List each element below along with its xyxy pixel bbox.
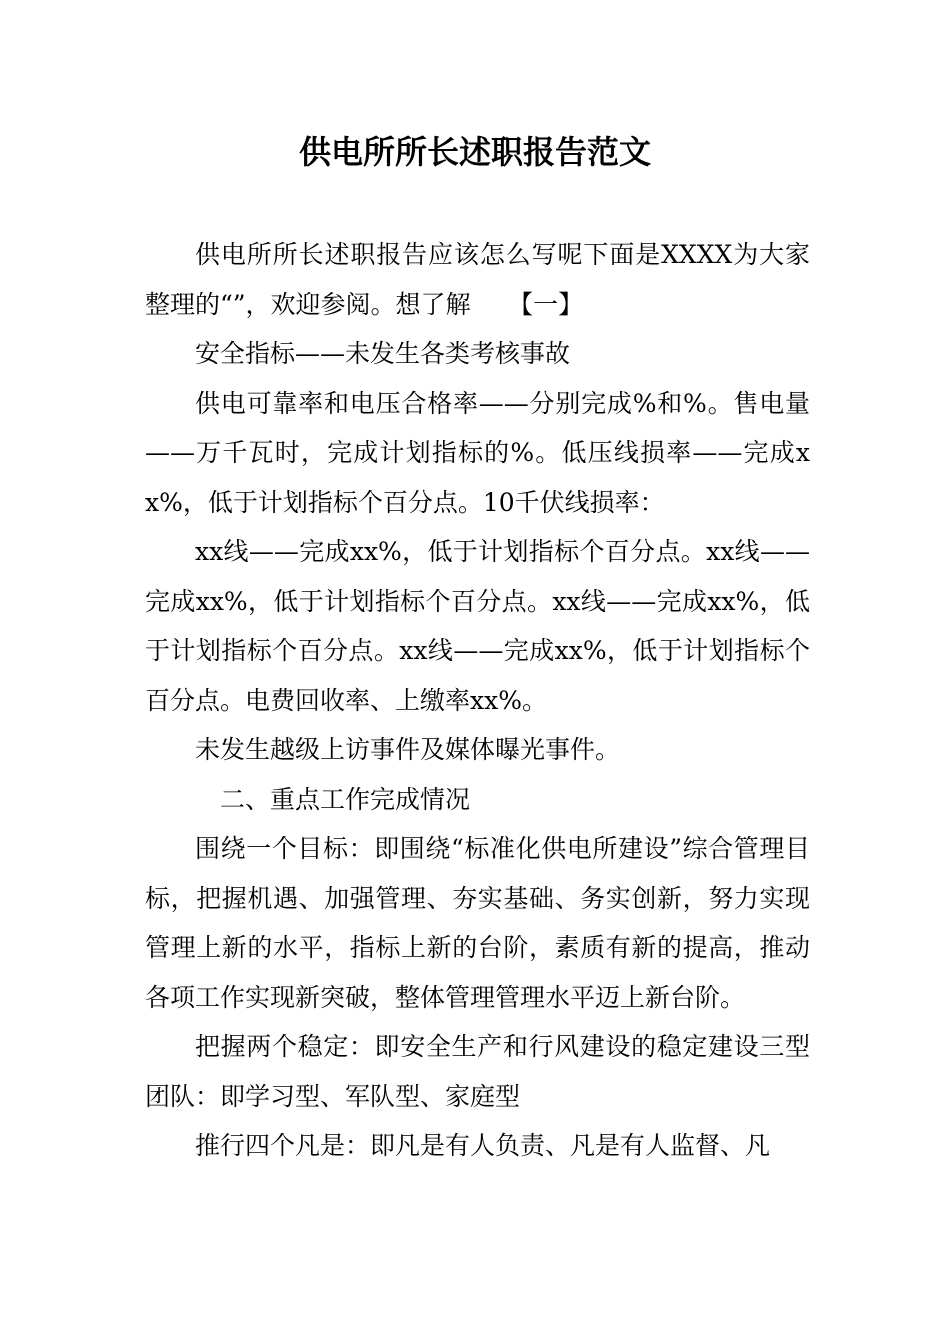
paragraph-supply-reliability: 供电可靠率和电压合格率——分别完成%和%。售电量——万千瓦时，完成计划指标的%。低压线损率——完成xx%，低于计划指标个百分点。10千伏线损率： <box>145 388 810 517</box>
paragraph-intro: 供电所所长述职报告应该怎么写呢下面是XXXX为大家整理的“”，欢迎参阅。想了解 【一】 <box>145 240 810 319</box>
document-body <box>145 230 810 1171</box>
paragraph-no-petition: 未发生越级上访事件及媒体曝光事件。 <box>195 735 621 764</box>
paragraph-two-stabilities: 把握两个稳定：即安全生产和行风建设的稳定建设三型团队：即学习型、军队型、家庭型 <box>145 1032 810 1111</box>
paragraph-one-goal: 围绕一个目标：即围绕“标准化供电所建设”综合管理目标，把握机遇、加强管理、夯实基础、务实创新，努力实现管理上新的水平，指标上新的台阶，素质有新的提高，推动各项工作实现新突破，整体管理管理水平迈上新台阶。 <box>145 834 810 1012</box>
section-heading-key-work: 二、重点工作完成情况 <box>220 784 471 814</box>
paragraph-line-loss: xx线——完成xx%，低于计划指标个百分点。xx线——完成xx%，低于计划指标个百分点。xx线——完成xx%，低于计划指标个百分点。xx线——完成xx%，低于计划指标个百分点。电费回收率、上缴率xx%。 <box>145 537 810 715</box>
paragraph-four-whenever: 推行四个凡是：即凡是有人负责、凡是有人监督、凡 <box>195 1131 771 1160</box>
paragraph-safety-indicator: 安全指标——未发生各类考核事故 <box>195 339 571 368</box>
document-title: 供电所所长述职报告范文 <box>298 133 651 171</box>
